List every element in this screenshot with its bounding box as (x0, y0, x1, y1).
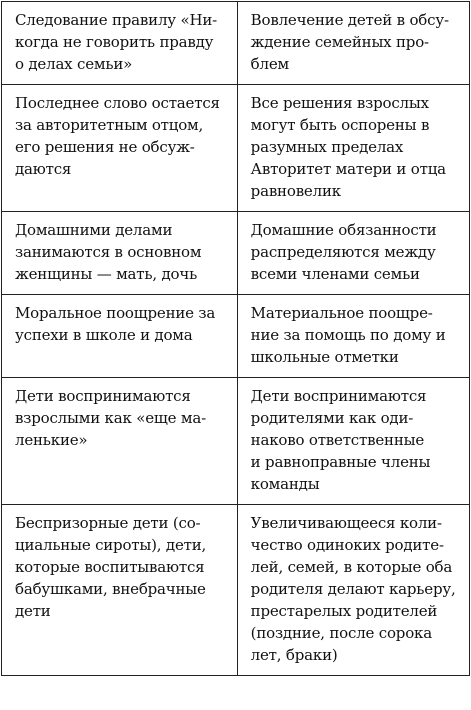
cell-text: Дети воспринимаются взрослыми как «еще ма- ленькие» (15, 387, 206, 449)
table-row (2, 505, 470, 676)
table-cell-left (2, 295, 238, 378)
table-row (2, 212, 470, 295)
table-cell-right (237, 2, 469, 85)
table-row (2, 378, 470, 505)
table-cell-right (237, 505, 469, 676)
table-row (2, 2, 470, 85)
table-cell-left (2, 212, 238, 295)
table-cell-right (237, 212, 469, 295)
cell-text: Все решения взрослых могут быть оспорены в разумных пределах Авторитет матери и отца равновелик (250, 94, 446, 200)
cell-text: Вовлечение детей в обсу- ждение семейных про- блем (250, 11, 449, 73)
cell-text: Домашними делами занимаются в основном женщины — мать, дочь (15, 221, 202, 283)
table-cell-right (237, 295, 469, 378)
table-row (2, 85, 470, 212)
table-cell-left (2, 2, 238, 85)
cell-text: Последнее слово остается за авторитетным отцом, его решения не обсуж- даются (15, 94, 220, 178)
cell-text: Следование правилу «Ни- когда не говорить правду о делах семьи» (15, 11, 218, 73)
table-cell-left (2, 378, 238, 505)
cell-text: Дети воспринимаются родителями как оди- наково ответственные и равноправные члены команды (250, 387, 431, 493)
table-cell-left (2, 85, 238, 212)
comparison-table (1, 1, 470, 676)
cell-text: Моральное поощрение за успехи в школе и дома (15, 304, 216, 344)
cell-text: Увеличивающееся коли- чество одиноких родите- лей, семей, в которые оба родителя делают карьеру, престарелых родителей (поздние, после сорока лет, браки) (250, 514, 456, 664)
cell-text: Беспризорные дети (со- циальные сироты), дети, которые воспитываются бабушками, внебрачные дети (15, 514, 207, 620)
table-cell-left (2, 505, 238, 676)
table-row (2, 295, 470, 378)
cell-text: Материальное поощре- ние за помощь по дому и школьные отметки (250, 304, 446, 366)
table-cell-right (237, 378, 469, 505)
table-cell-right (237, 85, 469, 212)
cell-text: Домашние обязанности распределяются между всеми членами семьи (250, 221, 437, 283)
